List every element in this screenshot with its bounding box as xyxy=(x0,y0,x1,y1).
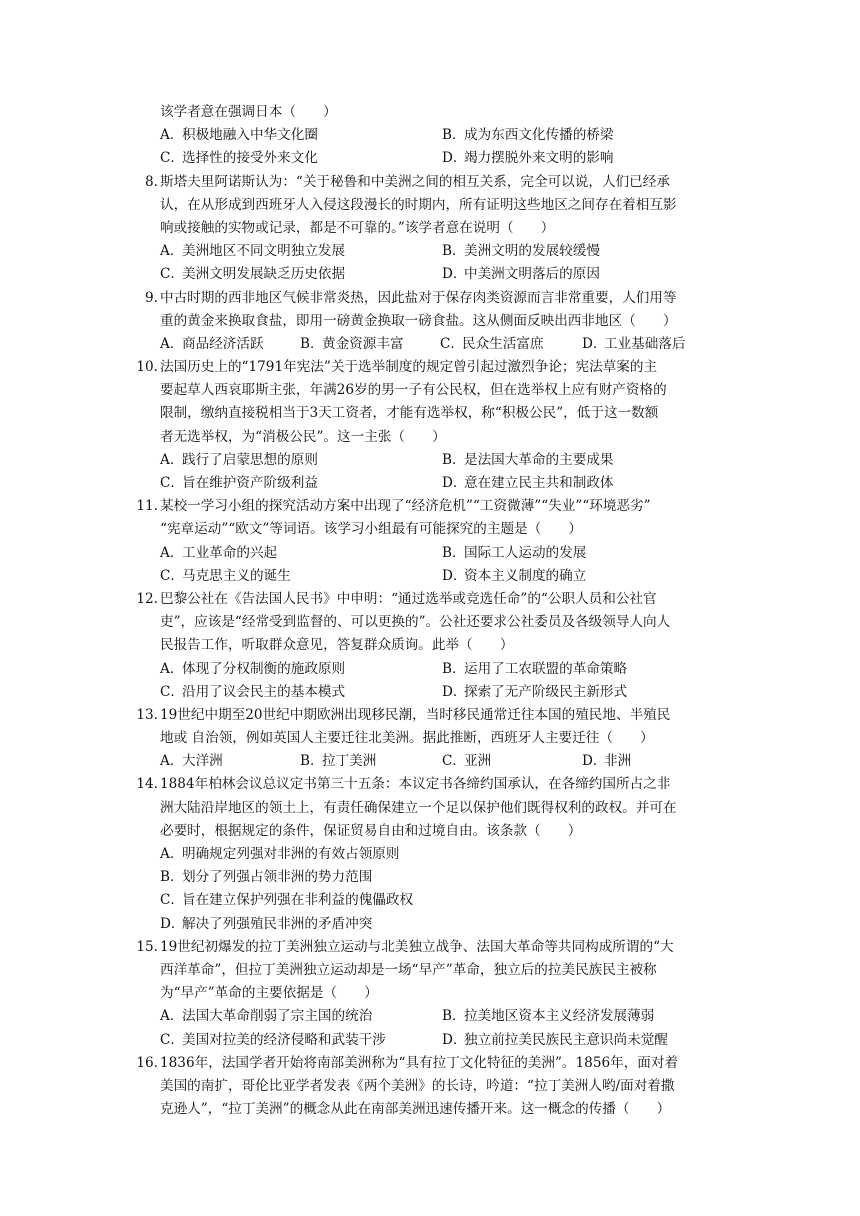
question-stem-line xyxy=(130,379,730,402)
question-stem-first-line xyxy=(130,101,730,124)
question-stem-text: 克逊人”，“拉丁美洲”的概念从此在南部美洲迅速传播开来。这一概念的传播（ ） xyxy=(160,1101,671,1118)
question-stem-first-line xyxy=(130,704,730,727)
question-q10 xyxy=(130,356,730,495)
option-text: 探索了无产阶级民主新形式 xyxy=(464,683,628,700)
option-text: 沿用了议会民主的基本模式 xyxy=(182,683,346,700)
answer-option[interactable] xyxy=(442,750,491,773)
option-text: 是法国大革命的主要成果 xyxy=(464,451,614,468)
option-row xyxy=(130,913,730,936)
answer-option[interactable] xyxy=(582,750,631,773)
option-letter: A． xyxy=(160,660,184,677)
answer-option[interactable] xyxy=(442,658,627,681)
option-text: 体现了分权制衡的施政原则 xyxy=(182,660,346,677)
answer-option[interactable] xyxy=(160,658,345,681)
option-row xyxy=(130,1005,730,1028)
question-stem-line xyxy=(130,1075,730,1098)
answer-option[interactable] xyxy=(160,750,223,773)
answer-option[interactable] xyxy=(160,263,345,286)
option-letter: A． xyxy=(160,753,184,770)
option-letter: C． xyxy=(160,150,184,167)
question-stem-text: 响或接触的实物或记录，都是不可靠的。”该学者意在说明（ ） xyxy=(160,219,555,236)
answer-option[interactable] xyxy=(160,147,318,170)
answer-option[interactable] xyxy=(442,263,600,286)
option-text: 商品经济活跃 xyxy=(182,335,264,352)
question-q13 xyxy=(130,704,730,774)
option-row xyxy=(130,333,730,356)
question-stem-first-line xyxy=(130,495,730,518)
answer-option[interactable] xyxy=(160,472,318,495)
question-number: 10. xyxy=(136,359,158,376)
question-stem-text: 19世纪初爆发的拉丁美洲独立运动与北美独立战争、法国大革命等共同构成所谓的“大 xyxy=(160,938,674,955)
answer-option[interactable] xyxy=(160,565,291,588)
answer-option[interactable] xyxy=(582,333,686,356)
option-letter: A． xyxy=(160,451,184,468)
option-letter: B． xyxy=(160,869,184,886)
option-text: 选择性的接受外来文化 xyxy=(182,150,318,167)
answer-option[interactable] xyxy=(442,124,614,147)
question-stem-text: 19世纪中期至20世纪中期欧洲出现移民潮，当时移民通常迁往本国的殖民地、半殖民 xyxy=(160,706,671,723)
option-text: 工业基础落后 xyxy=(604,335,686,352)
option-letter: A． xyxy=(160,1008,184,1025)
option-text: 马克思主义的诞生 xyxy=(182,567,291,584)
question-stem-line xyxy=(130,310,730,333)
question-stem-line xyxy=(130,820,730,843)
option-text: 拉丁美洲 xyxy=(322,753,377,770)
answer-option[interactable] xyxy=(160,124,318,147)
option-row xyxy=(130,889,730,912)
option-text: 旨在维护资产阶级利益 xyxy=(182,475,318,491)
option-row xyxy=(130,866,730,889)
option-letter: D． xyxy=(442,1031,467,1048)
answer-option[interactable] xyxy=(300,333,404,356)
option-text: 拉美地区资本主义经济发展薄弱 xyxy=(464,1008,655,1025)
option-letter: B． xyxy=(442,1008,466,1025)
answer-option[interactable] xyxy=(160,1005,372,1028)
option-letter: A． xyxy=(160,243,184,260)
question-number: 15. xyxy=(136,938,158,955)
answer-option[interactable] xyxy=(160,866,372,889)
option-text: 亚洲 xyxy=(464,753,492,770)
option-letter: C． xyxy=(160,683,184,700)
question-stem-line xyxy=(130,982,730,1005)
question-stem-text: 1836年，法国学者开始将南部美洲称为“具有拉丁文化特征的美洲”。1856年，面对着 xyxy=(160,1054,679,1071)
option-letter: B． xyxy=(442,243,466,260)
question-stem-line xyxy=(130,959,730,982)
answer-option[interactable] xyxy=(160,333,264,356)
option-letter: D． xyxy=(582,335,607,352)
option-text: 运用了工农联盟的革命策略 xyxy=(464,660,628,677)
option-text: 非洲 xyxy=(604,753,632,770)
question-stem-text: 吏”，应该是“经常受到监督的、可以更换的”。公社还要求公社委员及各级领导人向人 xyxy=(160,614,671,631)
option-letter: B． xyxy=(300,753,324,770)
question-stem-text: 洲大陆沿岸地区的领土上，有责任确保建立一个足以保护他们既得权利的政权。并可在 xyxy=(160,799,677,816)
question-q12 xyxy=(130,588,730,704)
option-text: 解决了列强殖民非洲的矛盾冲突 xyxy=(182,915,373,932)
answer-option[interactable] xyxy=(442,542,586,565)
question-number: 11. xyxy=(136,498,158,515)
question-q9 xyxy=(130,287,730,357)
answer-option[interactable] xyxy=(442,147,614,170)
option-text: 成为东西文化传播的桥梁 xyxy=(464,127,614,144)
question-stem-text: 认，在从形成到西班牙人入侵这段漫长的时期内，所有证明这些地区之间存在着相互影 xyxy=(160,196,677,213)
question-stem-text: 者无选举权，为“消极公民”。这一主张（ ） xyxy=(160,428,446,445)
option-text: 美洲地区不同文明独立发展 xyxy=(182,243,346,260)
option-text: 意在建立民主共和制政体 xyxy=(464,475,614,491)
question-stem-text: 美国的南扩，哥伦比亚学者发表《两个美洲》的长诗，吟道：“拉丁美洲人哟/面对着撒 xyxy=(160,1077,675,1094)
answer-option[interactable] xyxy=(160,913,372,936)
question-q15 xyxy=(130,936,730,1052)
option-text: 践行了启蒙思想的原则 xyxy=(182,451,318,468)
question-stem-line xyxy=(130,402,730,425)
option-letter: A． xyxy=(160,127,184,144)
question-number: 16. xyxy=(136,1054,158,1071)
question-number: 12. xyxy=(136,590,158,607)
option-row xyxy=(130,681,730,704)
option-letter: A． xyxy=(160,544,184,561)
option-row xyxy=(130,565,730,588)
answer-option[interactable] xyxy=(442,681,627,704)
question-stem-text: 西洋革命”，但拉丁美洲独立运动却是一场“早产”革命，独立后的拉美民族民主被称 xyxy=(160,961,657,978)
option-letter: C． xyxy=(160,475,184,491)
question-q11 xyxy=(130,495,730,588)
question-stem-text: “宪章运动”“欧文”等词语。该学习小组最有可能探究的主题是（ ） xyxy=(160,521,583,538)
question-stem-line xyxy=(130,1098,730,1121)
option-text: 美洲文明的发展较缓慢 xyxy=(464,243,600,260)
option-text: 国际工人运动的发展 xyxy=(464,544,587,561)
option-letter: D． xyxy=(442,475,467,491)
option-text: 法国大革命削弱了宗主国的统治 xyxy=(182,1008,373,1025)
option-letter: D． xyxy=(442,567,467,584)
answer-option[interactable] xyxy=(160,449,318,472)
answer-option[interactable] xyxy=(160,681,345,704)
answer-option[interactable] xyxy=(160,1029,386,1052)
option-letter: B． xyxy=(442,127,466,144)
question-number: 9. xyxy=(145,289,158,306)
question-number: 13. xyxy=(136,706,158,723)
question-stem-text: 限制，缴纳直接税相当于3天工资者，才能有选举权，称“积极公民”，低于这一数额 xyxy=(160,405,659,422)
option-letter: D． xyxy=(442,266,467,283)
question-stem-first-line xyxy=(130,936,730,959)
option-letter: C． xyxy=(160,892,184,909)
option-letter: D． xyxy=(582,753,607,770)
question-stem-line xyxy=(130,611,730,634)
question-stem-text: 必要时，根据规定的条件，保证贸易自由和过境自由。该条款（ ） xyxy=(160,822,582,839)
question-stem-line xyxy=(130,518,730,541)
answer-option[interactable] xyxy=(442,472,614,495)
option-row xyxy=(130,240,730,263)
question-number: 14. xyxy=(136,776,158,793)
question-stem-first-line xyxy=(130,588,730,611)
answer-option[interactable] xyxy=(160,889,413,912)
question-stem-text: 地或 自治领，例如英国人主要迁往北美洲。据此推断，西班牙人主要迁往（ ） xyxy=(160,730,654,747)
question-stem-first-line xyxy=(130,1052,730,1075)
option-row xyxy=(130,658,730,681)
option-text: 工业革命的兴起 xyxy=(182,544,278,561)
option-row xyxy=(130,449,730,472)
option-row xyxy=(130,1029,730,1052)
question-stem-text: 重的黄金来换取食盐，即用一磅黄金换取一磅食盐。这从侧面反映出西非地区（ ） xyxy=(160,312,677,329)
option-letter: A． xyxy=(160,335,184,352)
option-letter: C． xyxy=(160,266,184,283)
answer-option[interactable] xyxy=(300,750,376,773)
question-stem-text: 为“早产”革命的主要依据是（ ） xyxy=(160,985,378,1002)
answer-option[interactable] xyxy=(440,333,544,356)
question-q14 xyxy=(130,773,730,935)
question-stem-text: 要起草人西哀耶斯主张，年满26岁的男一子有公民权，但在选举权上应有财产资格的 xyxy=(160,382,667,399)
question-number: 8. xyxy=(145,173,158,190)
option-row xyxy=(130,472,730,495)
question-stem-first-line xyxy=(130,773,730,796)
question-stem-line xyxy=(130,727,730,750)
option-text: 中美洲文明落后的原因 xyxy=(464,266,600,283)
option-letter: D． xyxy=(160,915,185,932)
answer-option[interactable] xyxy=(442,1029,668,1052)
question-q16 xyxy=(130,1052,730,1122)
question-list xyxy=(130,101,730,1121)
question-stem-text: 法国历史上的“1791年宪法”关于选举制度的规定曾引起过激烈争论；宪法草案的主 xyxy=(160,359,658,376)
option-text: 明确规定列强对非洲的有效占领原则 xyxy=(182,846,400,862)
option-letter: B． xyxy=(442,660,466,677)
answer-option[interactable] xyxy=(442,449,614,472)
option-letter: D． xyxy=(442,683,467,700)
option-letter: C． xyxy=(442,753,466,770)
answer-option[interactable] xyxy=(160,240,345,263)
question-q8 xyxy=(130,171,730,287)
option-text: 民众生活富庶 xyxy=(462,335,544,352)
question-stem-line xyxy=(130,426,730,449)
option-letter: A． xyxy=(160,846,184,862)
option-letter: C． xyxy=(160,1031,184,1048)
option-letter: C． xyxy=(160,567,184,584)
option-row xyxy=(130,843,730,866)
option-text: 独立前拉美民族民主意识尚未觉醒 xyxy=(464,1031,668,1048)
option-letter: B． xyxy=(442,544,466,561)
question-stem-text: 1884年柏林会议总议定书第三十五条：本议定书各缔约国承认，在各缔约国所占之非 xyxy=(160,776,671,793)
question-stem-first-line xyxy=(130,171,730,194)
question-stem-line xyxy=(130,217,730,240)
option-row xyxy=(130,750,730,773)
question-stem-text: 某校一学习小组的探究活动方案中出现了“经济危机”“工资微薄”“失业”“环境恶劣” xyxy=(160,498,651,515)
answer-option[interactable] xyxy=(442,565,586,588)
question-stem-line xyxy=(130,634,730,657)
option-row xyxy=(130,263,730,286)
option-text: 大洋洲 xyxy=(182,753,223,770)
option-row xyxy=(130,542,730,565)
option-text: 积极地融入中华文化圈 xyxy=(182,127,318,144)
question-stem-text: 该学者意在强调日本（ ） xyxy=(160,104,337,120)
question-stem-first-line xyxy=(130,287,730,310)
option-letter: D． xyxy=(442,150,467,167)
question-stem-line xyxy=(130,797,730,820)
option-text: 美国对拉美的经济侵略和武装干涉 xyxy=(182,1031,386,1048)
question-stem-text: 巴黎公社在《告法国人民书》中申明：“通过选举或竞选任命”的“公职人员和公社官 xyxy=(160,590,657,607)
question-stem-text: 民报告工作，听取群众意见，答复群众质询。此举（ ） xyxy=(160,637,514,654)
question-stem-text: 中古时期的西非地区气候非常炎热，因此盐对于保存肉类资源而言非常重要，人们用等 xyxy=(160,289,677,306)
question-stem-text: 斯塔夫里阿诺斯认为：“关于秘鲁和中美洲之间的相互关系，完全可以说，人们已经承 xyxy=(160,173,670,190)
option-letter: C． xyxy=(440,335,464,352)
option-text: 竭力摆脱外来文明的影响 xyxy=(464,150,614,167)
answer-option[interactable] xyxy=(442,1005,654,1028)
option-row xyxy=(130,147,730,170)
option-text: 旨在建立保护列强在非利益的傀儡政权 xyxy=(182,892,414,909)
option-text: 美洲文明发展缺乏历史依据 xyxy=(182,266,346,283)
answer-option[interactable] xyxy=(160,542,277,565)
answer-option[interactable] xyxy=(160,843,400,866)
option-text: 黄金资源丰富 xyxy=(322,335,404,352)
option-row xyxy=(130,124,730,147)
question-stem-line xyxy=(130,194,730,217)
question-q7-tail xyxy=(130,101,730,171)
option-letter: B． xyxy=(442,451,466,468)
option-letter: B． xyxy=(300,335,324,352)
question-stem-first-line xyxy=(130,356,730,379)
option-text: 资本主义制度的确立 xyxy=(464,567,587,584)
answer-option[interactable] xyxy=(442,240,600,263)
option-text: 划分了列强占领非洲的势力范围 xyxy=(182,869,373,886)
